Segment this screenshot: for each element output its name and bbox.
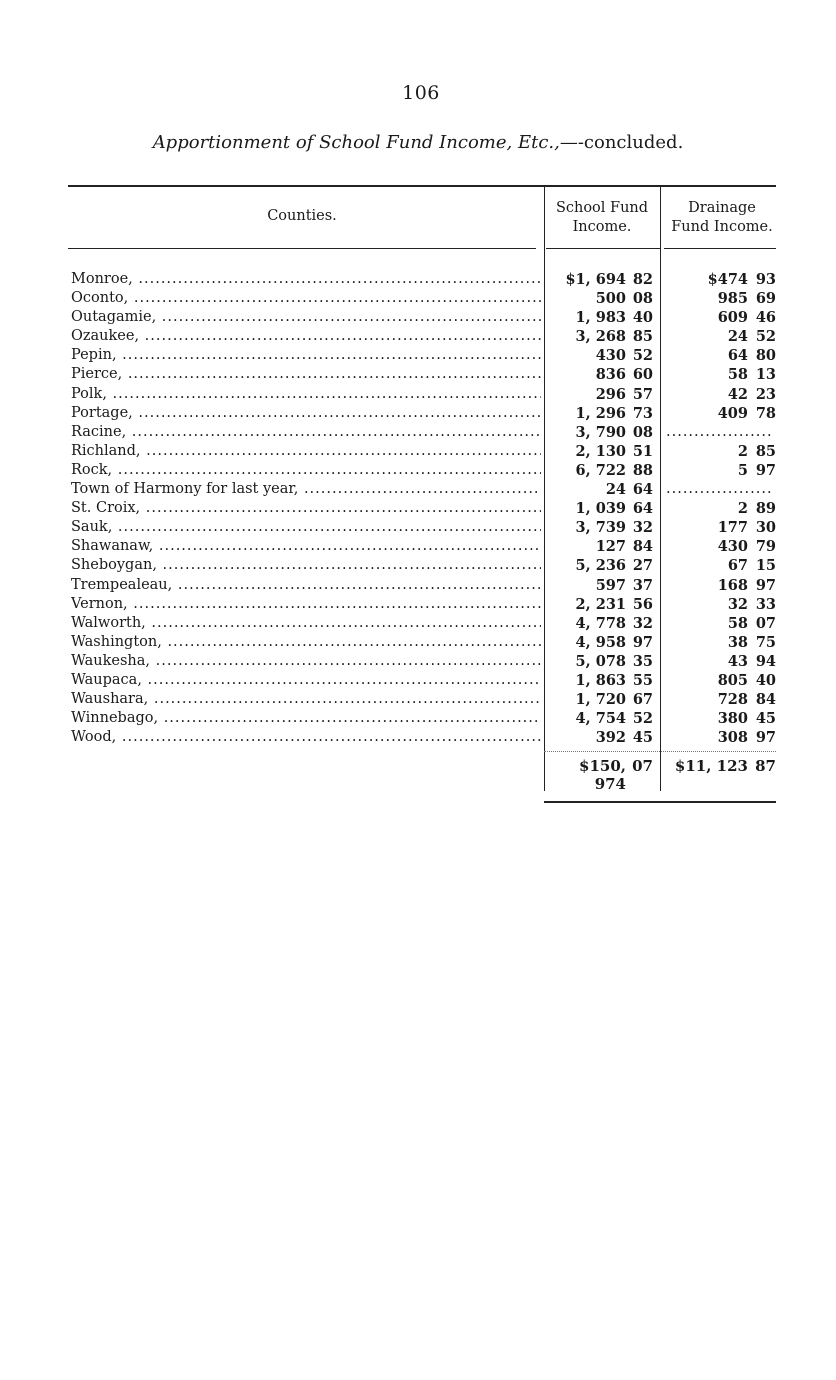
county-name: Washington, .....: [71, 633, 541, 652]
drainage-fund-dollars: 430: [717, 538, 748, 556]
header-school-fund-line2: Income.: [572, 219, 632, 235]
table-row: [68, 461, 776, 480]
county-name: Sheboygan, .....: [71, 556, 541, 575]
table-row: [68, 537, 776, 556]
school-fund-cents: 82: [632, 271, 653, 288]
school-fund-dollars: 4, 754: [575, 710, 626, 728]
school-fund-dollars: 5, 236: [575, 557, 626, 575]
drainage-fund-cents: 33: [755, 595, 776, 613]
table-row: [68, 308, 776, 327]
school-fund-dollars: 1, 983: [575, 309, 626, 327]
page-title: [0, 132, 836, 153]
county-name: Trempealeau, .....: [71, 576, 541, 595]
table-bottom-rule: [544, 801, 776, 803]
school-fund-dollars: 597: [595, 576, 626, 594]
county-name: Monroe, .....: [71, 270, 541, 289]
table-row: [68, 365, 776, 384]
school-fund-cents: 64: [632, 500, 653, 518]
school-fund-dollars: 2, 231: [575, 595, 626, 613]
drainage-fund-blank: ...................: [666, 423, 773, 440]
school-fund-cents: 40: [632, 309, 653, 327]
drainage-fund-cents: 94: [755, 652, 776, 670]
drainage-fund-dollars: 24: [727, 328, 748, 346]
header-rule-drainage: [664, 248, 776, 249]
drainage-fund-dollars: 177: [717, 519, 748, 537]
table-row: [68, 518, 776, 537]
school-fund-cents: 64: [632, 481, 653, 499]
school-fund-cents: 67: [632, 691, 653, 709]
drainage-fund-dollars: 805: [717, 671, 748, 689]
table-row: [68, 576, 776, 595]
header-drainage-line2: Fund Income.: [671, 219, 773, 235]
drainage-fund-dollars: $474: [707, 271, 748, 288]
school-fund-dollars: 2, 130: [575, 442, 626, 460]
county-name: Pierce, .....: [71, 365, 541, 384]
table-row: [68, 270, 776, 289]
drainage-fund-cents: 45: [755, 710, 776, 728]
drainage-fund-cents: 13: [755, 366, 776, 384]
school-fund-dollars: 3, 790: [575, 423, 626, 441]
school-fund-cents: 08: [632, 290, 653, 308]
county-name: Sauk, .....: [71, 518, 541, 537]
apportionment-table: [68, 185, 776, 793]
school-fund-dollars: 5, 078: [575, 652, 626, 670]
school-fund-cents: 56: [632, 595, 653, 613]
total-drainage-dollars: $11, 123: [674, 757, 748, 775]
drainage-fund-cents: 89: [755, 500, 776, 518]
county-name: Rock, .....: [71, 461, 541, 480]
school-fund-dollars: 1, 863: [575, 671, 626, 689]
school-fund-cents: 52: [632, 710, 653, 728]
table-row: [68, 709, 776, 728]
drainage-fund-cents: 97: [755, 729, 776, 747]
drainage-fund-dollars: 43: [727, 652, 748, 670]
county-name: Oconto, .....: [71, 289, 541, 308]
drainage-fund-cents: 07: [755, 614, 776, 632]
school-fund-cents: 55: [632, 671, 653, 689]
county-name: St. Croix, .....: [71, 499, 541, 518]
header-drainage-fund: [664, 199, 780, 237]
drainage-fund-cents: 79: [755, 538, 776, 556]
page-number: 106: [402, 82, 440, 104]
school-fund-dollars: 500: [595, 290, 626, 308]
table-row: [68, 652, 776, 671]
table-row: [68, 480, 776, 499]
school-fund-cents: 08: [632, 423, 653, 441]
drainage-fund-dollars: 2: [737, 442, 748, 460]
drainage-fund-cents: 80: [755, 347, 776, 365]
county-name: Racine, .....: [71, 423, 541, 442]
table-row: [68, 671, 776, 690]
county-name: Ozaukee, .....: [71, 327, 541, 346]
county-name: Wood, .....: [71, 728, 541, 747]
drainage-fund-cents: 78: [755, 404, 776, 422]
school-fund-dollars: 430: [595, 347, 626, 365]
school-fund-dollars: 1, 296: [575, 404, 626, 422]
school-fund-dollars: 127: [595, 538, 626, 556]
table-row: [68, 289, 776, 308]
table-row: [68, 404, 776, 423]
header-drainage-line1: Drainage: [688, 200, 756, 216]
school-fund-cents: 37: [632, 576, 653, 594]
school-fund-dollars: 296: [595, 385, 626, 403]
table-row: [68, 728, 776, 747]
table-row: [68, 614, 776, 633]
school-fund-dollars: 3, 268: [575, 328, 626, 346]
drainage-fund-dollars: 2: [737, 500, 748, 518]
drainage-fund-dollars: 67: [727, 557, 748, 575]
school-fund-dollars: 6, 722: [575, 461, 626, 479]
table-row: [68, 595, 776, 614]
drainage-fund-dollars: 985: [717, 290, 748, 308]
drainage-fund-cents: 46: [755, 309, 776, 327]
drainage-fund-cents: 93: [755, 271, 776, 288]
header-counties: Counties.: [267, 208, 337, 224]
header-rule: [68, 248, 536, 249]
table-body: [68, 270, 776, 747]
county-name: Shawanaw, .....: [71, 537, 541, 556]
table-row: [68, 423, 776, 442]
school-fund-dollars: 3, 739: [575, 519, 626, 537]
drainage-fund-cents: 97: [755, 461, 776, 479]
county-name: Pepin, .....: [71, 346, 541, 365]
table-row: [68, 442, 776, 461]
school-fund-cents: 51: [632, 442, 653, 460]
school-fund-dollars: 1, 720: [575, 691, 626, 709]
total-school-cents: 07: [632, 757, 653, 775]
drainage-fund-dollars: 58: [727, 614, 748, 632]
drainage-fund-cents: 75: [755, 633, 776, 651]
school-fund-cents: 84: [632, 538, 653, 556]
total-school-dollars: $150, 974: [579, 757, 626, 793]
drainage-fund-dollars: 58: [727, 366, 748, 384]
drainage-fund-cents: 15: [755, 557, 776, 575]
county-name: Outagamie, .....: [71, 308, 541, 327]
school-fund-cents: 57: [632, 385, 653, 403]
drainage-fund-dollars: 728: [717, 691, 748, 709]
county-name: Town of Harmony for last year, .....: [71, 480, 541, 499]
table-top-rule: [68, 185, 776, 187]
school-fund-cents: 32: [632, 614, 653, 632]
table-row: [68, 499, 776, 518]
school-fund-dollars: 4, 958: [575, 633, 626, 651]
school-fund-dollars: 836: [595, 366, 626, 384]
table-row: [68, 633, 776, 652]
county-name: Winnebago, .....: [71, 709, 541, 728]
table-row: [68, 385, 776, 404]
page-title-suffix: —-concluded.: [559, 132, 684, 153]
school-fund-dollars: 4, 778: [575, 614, 626, 632]
school-fund-dollars: 24: [605, 481, 626, 499]
drainage-fund-cents: 69: [755, 290, 776, 308]
school-fund-cents: 32: [632, 519, 653, 537]
county-name: Walworth, .....: [71, 614, 541, 633]
drainage-fund-cents: 84: [755, 691, 776, 709]
county-name: Waukesha, .....: [71, 652, 541, 671]
school-fund-cents: 52: [632, 347, 653, 365]
table-row: [68, 690, 776, 709]
school-fund-cents: 35: [632, 652, 653, 670]
table-row: [68, 327, 776, 346]
drainage-fund-cents: 23: [755, 385, 776, 403]
school-fund-dollars: 1, 039: [575, 500, 626, 518]
county-name: Portage, .....: [71, 404, 541, 423]
school-fund-cents: 97: [632, 633, 653, 651]
county-name: Richland, .....: [71, 442, 541, 461]
drainage-fund-dollars: 32: [727, 595, 748, 613]
county-name: Waushara, .....: [71, 690, 541, 709]
drainage-fund-dollars: 409: [717, 404, 748, 422]
county-name: Vernon, .....: [71, 595, 541, 614]
drainage-fund-cents: 85: [755, 442, 776, 460]
drainage-fund-blank: ...................: [666, 481, 773, 498]
school-fund-cents: 45: [632, 729, 653, 747]
header-school-fund: [544, 199, 660, 237]
drainage-fund-dollars: 308: [717, 729, 748, 747]
table-row: [68, 346, 776, 365]
school-fund-cents: 73: [632, 404, 653, 422]
drainage-fund-dollars: 64: [727, 347, 748, 365]
header-rule-school: [546, 248, 660, 249]
drainage-fund-dollars: 380: [717, 710, 748, 728]
county-name: Waupaca, .....: [71, 671, 541, 690]
county-name: Polk, .....: [71, 385, 541, 404]
drainage-fund-dollars: 168: [717, 576, 748, 594]
school-fund-cents: 88: [632, 461, 653, 479]
total-drainage-cents: 87: [755, 757, 776, 775]
header-school-fund-line1: School Fund: [555, 200, 649, 216]
school-fund-dollars: 392: [595, 729, 626, 747]
drainage-fund-dollars: 609: [717, 309, 748, 327]
school-fund-cents: 60: [632, 366, 653, 384]
drainage-fund-dollars: 42: [727, 385, 748, 403]
drainage-fund-cents: 52: [755, 328, 776, 346]
school-fund-cents: 27: [632, 557, 653, 575]
totals-rule: [544, 751, 776, 752]
school-fund-cents: 85: [632, 328, 653, 346]
drainage-fund-cents: 97: [755, 576, 776, 594]
drainage-fund-dollars: 5: [737, 461, 748, 479]
table-row: [68, 556, 776, 575]
drainage-fund-cents: 30: [755, 519, 776, 537]
totals-row: [68, 757, 776, 793]
drainage-fund-cents: 40: [755, 671, 776, 689]
page-title-italic: Apportionment of School Fund Income, Etc.,: [152, 132, 560, 153]
school-fund-dollars: $1, 694: [565, 271, 626, 288]
drainage-fund-dollars: 38: [727, 633, 748, 651]
